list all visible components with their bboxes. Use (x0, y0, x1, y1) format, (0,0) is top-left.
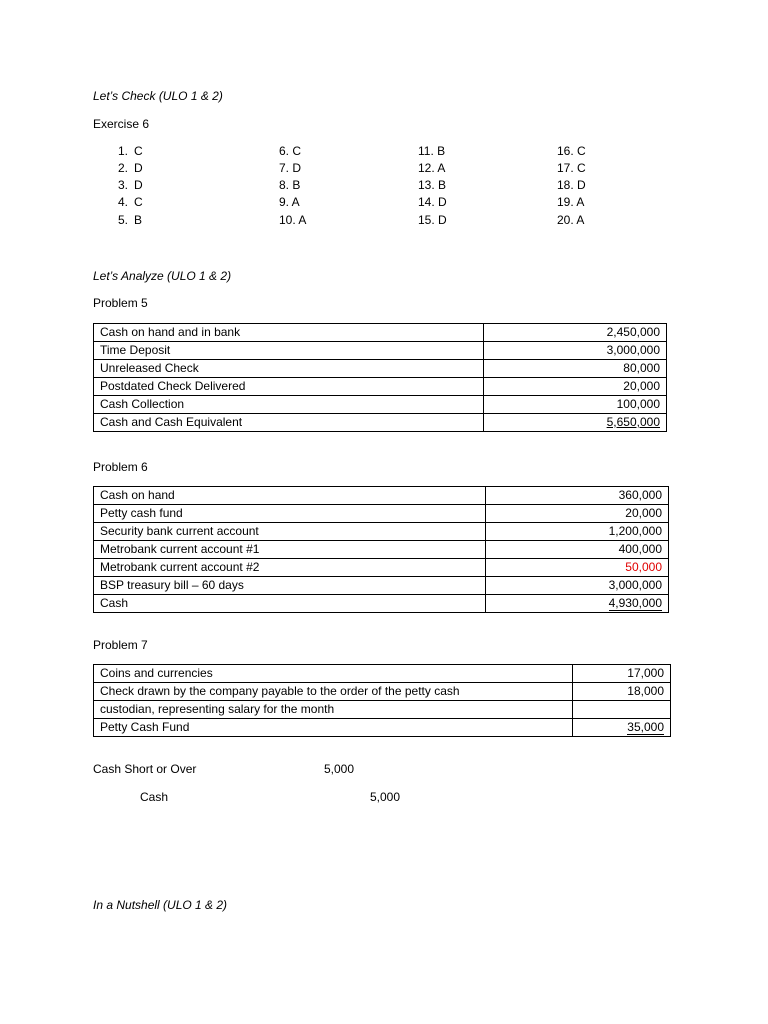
answer-item: 20. A (557, 213, 585, 227)
table-row (94, 683, 671, 701)
table-row (94, 396, 667, 414)
row-amount: 3,000,000 (484, 342, 667, 360)
journal-debit-amount: 5,000 (324, 762, 355, 776)
answer-item: 11. B (418, 144, 446, 158)
answer-item: 13. B (418, 178, 447, 192)
answer-item: 4. C (117, 195, 143, 209)
row-amount: 20,000 (486, 505, 669, 523)
answer-item: 16. C (557, 144, 586, 158)
answer-item: 2. D (117, 161, 143, 175)
table-row (94, 505, 669, 523)
total-amount: 35,000 (573, 719, 671, 737)
answer-item: 7. D (279, 161, 302, 175)
row-amount: 360,000 (486, 487, 669, 505)
row-amount: 1,200,000 (486, 523, 669, 541)
problem5-title: Problem 5 (93, 296, 148, 310)
row-label: custodian, representing salary for the month (94, 701, 573, 719)
answer-item: 17. C (557, 161, 586, 175)
answer-item: 10. A (279, 213, 307, 227)
journal-credit-account: Cash (140, 790, 169, 804)
answer-item: 9. A (279, 195, 300, 209)
row-label: Cash Collection (94, 396, 484, 414)
table-row (94, 324, 667, 342)
row-label: Cash on hand and in bank (94, 324, 484, 342)
table-row (94, 665, 671, 683)
answer-item: 5. B (117, 213, 143, 227)
nutshell-heading: In a Nutshell (ULO 1 & 2) (93, 898, 228, 912)
row-label: BSP treasury bill – 60 days (94, 577, 486, 595)
row-amount: 20,000 (484, 378, 667, 396)
table-row (94, 342, 667, 360)
row-amount: 100,000 (484, 396, 667, 414)
table-row (94, 541, 669, 559)
answer-item: 12. A (418, 161, 446, 175)
lets-analyze-heading: Let’s Analyze (ULO 1 & 2) (93, 269, 232, 283)
row-amount: 3,000,000 (486, 577, 669, 595)
row-label: Postdated Check Delivered (94, 378, 484, 396)
row-label: Security bank current account (94, 523, 486, 541)
answer-item: 8. B (279, 178, 301, 192)
row-amount (573, 701, 671, 719)
problem5-table (93, 323, 667, 432)
total-label: Petty Cash Fund (94, 719, 573, 737)
row-label: Metrobank current account #1 (94, 541, 486, 559)
row-amount: 18,000 (573, 683, 671, 701)
total-amount: 5,650,000 (484, 414, 667, 432)
answer-item: 15. D (418, 213, 447, 227)
row-amount-highlighted: 50,000 (486, 559, 669, 577)
problem6-title: Problem 6 (93, 460, 148, 474)
row-amount: 400,000 (486, 541, 669, 559)
row-label: Unreleased Check (94, 360, 484, 378)
total-amount: 4,930,000 (486, 595, 669, 613)
table-row (94, 523, 669, 541)
total-label: Cash (94, 595, 486, 613)
row-label: Metrobank current account #2 (94, 559, 486, 577)
problem6-table (93, 486, 669, 613)
total-row (94, 719, 671, 737)
table-row (94, 559, 669, 577)
journal-debit-account: Cash Short or Over (93, 762, 197, 776)
problem7-table (93, 664, 671, 737)
row-label: Coins and currencies (94, 665, 573, 683)
answer-item: 6. C (279, 144, 302, 158)
total-row (94, 595, 669, 613)
row-label: Petty cash fund (94, 505, 486, 523)
answer-item: 1. C (117, 144, 143, 158)
row-label: Check drawn by the company payable to the order of the petty cash (94, 683, 573, 701)
table-row (94, 701, 671, 719)
answer-item: 14. D (418, 195, 447, 209)
table-row (94, 378, 667, 396)
answer-item: 18. D (557, 178, 586, 192)
exercise-title: Exercise 6 (93, 117, 150, 131)
answer-item: 3. D (117, 178, 143, 192)
table-row (94, 360, 667, 378)
row-label: Time Deposit (94, 342, 484, 360)
lets-check-heading: Let’s Check (ULO 1 & 2) (93, 89, 223, 103)
row-amount: 80,000 (484, 360, 667, 378)
journal-credit-amount: 5,000 (370, 790, 401, 804)
row-label: Cash on hand (94, 487, 486, 505)
answer-item: 19. A (557, 195, 585, 209)
problem7-title: Problem 7 (93, 638, 148, 652)
total-label: Cash and Cash Equivalent (94, 414, 484, 432)
table-row (94, 487, 669, 505)
table-row (94, 577, 669, 595)
row-amount: 17,000 (573, 665, 671, 683)
total-row (94, 414, 667, 432)
row-amount: 2,450,000 (484, 324, 667, 342)
